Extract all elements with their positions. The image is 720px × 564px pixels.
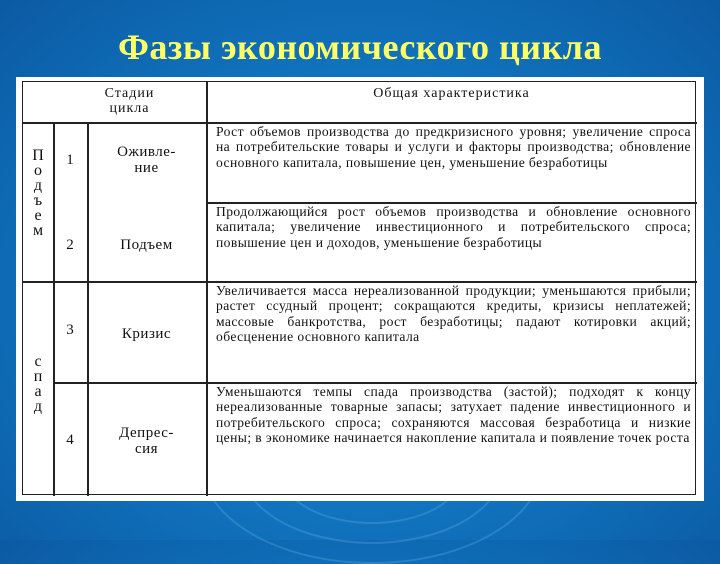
row-number: 4 (66, 432, 74, 448)
stage-description: Продолжающийся рост объемов производства и обновление основного капитала; увеличение инвестиционного и потребительского спроса; повышение цен и доходов, уменьшение безработицы (216, 204, 691, 250)
group-letter: о (34, 162, 42, 179)
header-characteristic: Общая характеристика (373, 86, 530, 101)
group-letter: д (33, 398, 43, 415)
row-number: 1 (66, 152, 74, 168)
stage-description: Увеличивается масса нереализованной продукции; уменьшаются прибыли; растет ссудный процент; сокращаются кредиты, кризисы неплатежей; массовые банкротства, рост безработицы; падают котировки акций; обесценение основного капитала (216, 283, 691, 345)
group-letter: П (32, 147, 44, 164)
stage-name: Депрес-сия (119, 425, 174, 457)
group-letter: м (32, 222, 44, 239)
stage-description: Уменьшаются темпы спада производства (застой); подходят к концу нереализованные товарные запасы; затухает падение инвестиционного и потребительского спроса; сохраняются массовая безработица и низкие цены; в экономике начинается накопление капитала и появление точек роста (216, 384, 691, 446)
stage-name: Оживле-ние (117, 144, 176, 176)
stage-description: Рост объемов производства до предкризисного уровня; увеличение спроса на потребительские товары и услуги и факторы производства; обновление основного капитала, повышение цен, уменьшение безработицы (216, 124, 691, 170)
group-label-upswing (23, 148, 53, 238)
group-letter: с (34, 353, 42, 370)
group-letter: а (34, 383, 42, 400)
table-frame (22, 81, 696, 495)
phases-table (16, 77, 704, 501)
row-number: 3 (66, 322, 74, 338)
group-letter: е (34, 207, 42, 224)
slide-title: Фазы экономического цикла (118, 27, 602, 67)
group-letter: п (33, 368, 43, 385)
group-label-downswing (23, 354, 53, 414)
stage-name: Кризис (121, 326, 172, 342)
stage-name: Подъем (120, 237, 173, 253)
header-stage: Стадии цикла (104, 86, 155, 116)
row-number: 2 (66, 237, 74, 253)
table-divider (53, 382, 206, 384)
group-letter: д (33, 177, 43, 194)
group-letter: ъ (33, 192, 43, 209)
